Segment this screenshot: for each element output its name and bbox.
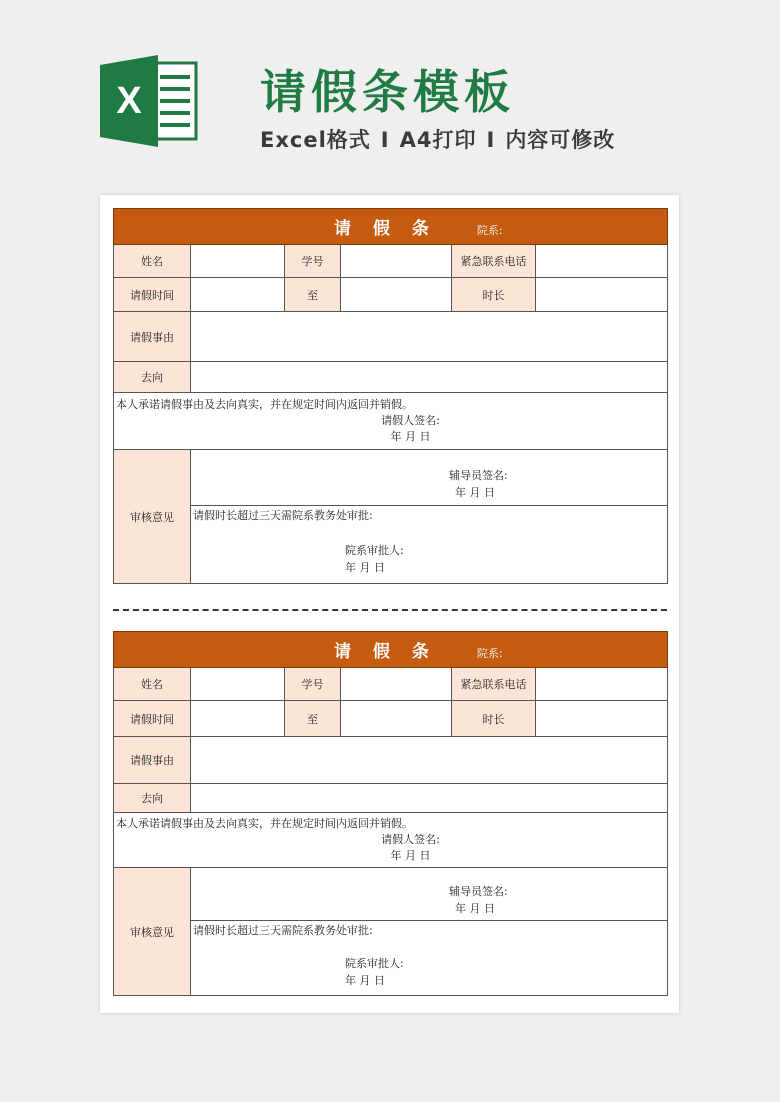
duration-field[interactable] — [536, 278, 668, 312]
dept-approval-cell[interactable] — [191, 921, 668, 996]
emergency-phone-label: 紧急联系电话 — [452, 668, 536, 701]
form-header-row — [114, 632, 668, 668]
destination-label: 去向 — [114, 362, 191, 393]
name-label: 姓名 — [114, 245, 191, 278]
form-row-destination — [114, 784, 668, 813]
document-page — [100, 195, 679, 1013]
reason-field[interactable] — [191, 737, 668, 784]
form-row-pledge — [114, 813, 668, 868]
pledge-cell[interactable] — [114, 393, 668, 450]
applicant-sign-label: 请假人签名: — [381, 414, 440, 427]
name-label: 姓名 — [114, 668, 191, 701]
review-label: 审核意见 — [114, 450, 191, 584]
form-row-reason — [114, 312, 668, 362]
leave-end-field[interactable] — [341, 701, 452, 737]
dept-approver-date: 年 月 日 — [345, 974, 385, 987]
dept-approver-date: 年 月 日 — [345, 561, 385, 574]
applicant-date: 年 月 日 — [390, 430, 431, 443]
reason-label: 请假事由 — [114, 312, 191, 362]
form-title: 请 假 条 — [334, 219, 437, 239]
form-row-name — [114, 245, 668, 278]
counselor-sign-label: 辅导员签名: — [449, 885, 508, 898]
form-row-counselor — [114, 450, 668, 506]
leave-form-top — [113, 208, 668, 584]
excel-logo-icon — [100, 55, 200, 147]
name-field[interactable] — [191, 668, 285, 701]
student-id-field[interactable] — [341, 245, 452, 278]
destination-field[interactable] — [191, 784, 668, 813]
leave-time-label: 请假时间 — [114, 278, 191, 312]
form-row-destination — [114, 362, 668, 393]
to-label: 至 — [285, 701, 341, 737]
reason-field[interactable] — [191, 312, 668, 362]
counselor-sign-label: 辅导员签名: — [449, 469, 508, 482]
dept-label: 院系: — [476, 647, 503, 660]
leave-time-label: 请假时间 — [114, 701, 191, 737]
dept-label: 院系: — [476, 224, 503, 237]
counselor-cell[interactable] — [191, 450, 668, 506]
name-field[interactable] — [191, 245, 285, 278]
subtitle-format: Excel格式 — [260, 128, 371, 152]
leave-start-field[interactable] — [191, 701, 285, 737]
pledge-text: 本人承诺请假事由及去向真实，并在规定时间内返回并销假。 — [116, 398, 413, 411]
subtitle-separator: I — [380, 128, 390, 152]
subtitle-print: A4打印 — [399, 128, 477, 152]
form-row-reason — [114, 737, 668, 784]
pledge-text: 本人承诺请假事由及去向真实，并在规定时间内返回并销假。 — [116, 817, 413, 830]
form-title: 请 假 条 — [334, 642, 437, 662]
counselor-cell[interactable] — [191, 868, 668, 921]
page-title: 请假条模板 — [260, 65, 515, 119]
dept-approval-cell[interactable] — [191, 506, 668, 584]
svg-text:X: X — [116, 80, 142, 122]
form-row-time — [114, 278, 668, 312]
leave-form-bottom — [113, 631, 668, 996]
emergency-phone-label: 紧急联系电话 — [452, 245, 536, 278]
form-row-counselor — [114, 868, 668, 921]
form-row-dept-approval — [114, 921, 668, 996]
emergency-phone-field[interactable] — [536, 668, 668, 701]
applicant-date: 年 月 日 — [390, 849, 431, 862]
duration-label: 时长 — [452, 701, 536, 737]
over-three-days-text: 请假时长超过三天需院系教务处审批: — [193, 924, 373, 937]
destination-label: 去向 — [114, 784, 191, 813]
student-id-field[interactable] — [341, 668, 452, 701]
page-header — [0, 0, 780, 185]
duration-field[interactable] — [536, 701, 668, 737]
dept-approver-label: 院系审批人: — [345, 544, 404, 557]
duration-label: 时长 — [452, 278, 536, 312]
leave-start-field[interactable] — [191, 278, 285, 312]
student-id-label: 学号 — [285, 245, 341, 278]
pledge-cell[interactable] — [114, 813, 668, 868]
dept-approver-label: 院系审批人: — [345, 957, 404, 970]
form-row-time — [114, 701, 668, 737]
counselor-date: 年 月 日 — [455, 486, 495, 499]
page-subtitle — [260, 124, 615, 154]
counselor-date: 年 月 日 — [455, 902, 495, 915]
cut-line-divider — [113, 609, 667, 611]
over-three-days-text: 请假时长超过三天需院系教务处审批: — [193, 509, 373, 522]
form-header-row — [114, 209, 668, 245]
reason-label: 请假事由 — [114, 737, 191, 784]
to-label: 至 — [285, 278, 341, 312]
destination-field[interactable] — [191, 362, 668, 393]
form-row-pledge — [114, 393, 668, 450]
review-label: 审核意见 — [114, 868, 191, 996]
subtitle-edit: 内容可修改 — [505, 128, 616, 152]
leave-end-field[interactable] — [341, 278, 452, 312]
student-id-label: 学号 — [285, 668, 341, 701]
applicant-sign-label: 请假人签名: — [381, 833, 440, 846]
subtitle-separator: I — [486, 128, 496, 152]
form-row-name — [114, 668, 668, 701]
emergency-phone-field[interactable] — [536, 245, 668, 278]
form-row-dept-approval — [114, 506, 668, 584]
